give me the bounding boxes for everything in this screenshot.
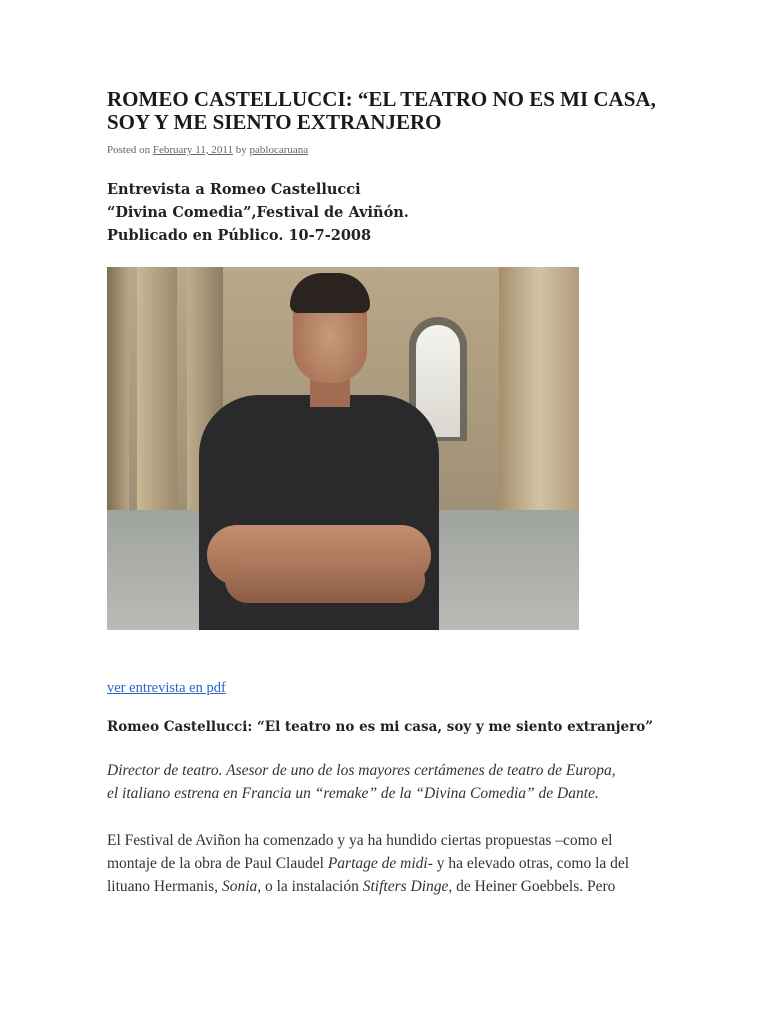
posted-on-label: Posted on bbox=[107, 144, 151, 156]
author-link[interactable]: pablocaruana bbox=[249, 144, 309, 156]
post-content bbox=[107, 88, 667, 898]
article-body bbox=[107, 829, 667, 898]
body-line: El Festival de Aviñon ha comenzado y ya ha hundido ciertas propuestas –como el bbox=[107, 832, 613, 849]
post-meta bbox=[107, 144, 667, 156]
body-line: lituano Hermanis, Sonia, o la instalación Stifters Dinge, de Heiner Goebbels. Pero bbox=[107, 878, 616, 895]
lede-line: Director de teatro. Asesor de uno de los mayores certámenes de teatro de Europa, bbox=[107, 762, 616, 779]
lede-line: el italiano estrena en Francia un “remake” de la “Divina Comedia” de Dante. bbox=[107, 785, 599, 802]
pdf-interview-link[interactable]: ver entrevista en pdf bbox=[107, 680, 226, 696]
intro-line: “Divina Comedia”,Festival de Aviñón. bbox=[107, 204, 409, 221]
intro-line: Entrevista a Romeo Castellucci bbox=[107, 181, 361, 198]
intro-block bbox=[107, 178, 667, 247]
post-title: ROMEO CASTELLUCCI: “EL TEATRO NO ES MI CASA, SOY Y ME SIENTO EXTRANJERO bbox=[107, 87, 656, 134]
intro-line: Publicado en Público. 10-7-2008 bbox=[107, 227, 372, 244]
portrait-photo bbox=[107, 267, 579, 630]
post-date-link[interactable]: February 11, 2011 bbox=[152, 144, 233, 156]
article-lede bbox=[107, 759, 667, 805]
by-label: by bbox=[235, 144, 247, 156]
body-line: montaje de la obra de Paul Claudel Partage de midi- y ha elevado otras, como la del bbox=[107, 855, 630, 872]
article-subhead: Romeo Castellucci: “El teatro no es mi casa, soy y me siento extranjero” bbox=[107, 719, 654, 735]
